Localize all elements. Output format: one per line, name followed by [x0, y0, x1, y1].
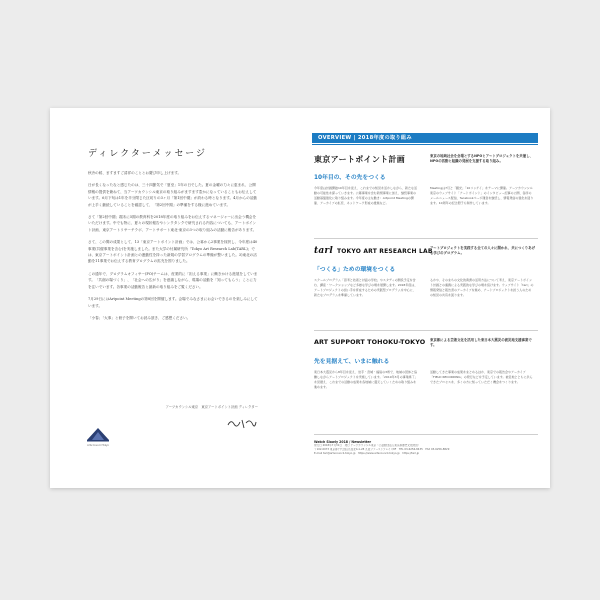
section-intro: 東京都による芸術文化を活用した東日本大震災の被災地支援事業です。 — [430, 338, 532, 348]
section-intro: アートプロジェクトを実践する全ての人々に開かれ、共につくりあげる学びのプログラム。 — [430, 246, 535, 256]
section-text-col1: 今年度は計画開始10年目を迎え、これまでの知見を活かしながら、新たな活動の可能性を探っていきます。公募事業を含む新規事業に加え、継続事業の活動基盤強化に取り組みます。今年度の主な動き：Artpoint Meetingの開催、アーカイブの拡充、ネットワーク形成の推進など。 — [314, 186, 417, 205]
booklet-spread — [50, 108, 550, 488]
paragraph: この通年で、プログラムオフィサー(PO)チームは、産業的に「担える事業」に働きかける進展をしています。「共創の場づくり」、「社会への広がり」を意識しながら、現場の活動を「知ってもらう」ことに力を注いでいます。各事業の活動報告と最新の取り組みをご覧ください。 — [88, 271, 258, 289]
section-intro: 東京の地域社会を会場とするNPOとアートプロジェクトを共催し、NPOの活動と組織の発展を支援する取り組み。 — [430, 154, 533, 164]
colophon-line: E-mail tarl@artscouncil-tokyo.jp https://www.artscouncil-tokyo.jp https://tarl.jp — [314, 452, 420, 456]
section-logo — [314, 246, 433, 256]
section-logo: 東京アートポイント計画 — [314, 155, 406, 164]
section-text-col2: 活動してきた事業の成果をまとめるほか、東京での報告会やアーカイブ「FIELD RECORDING」の発行などを予定しています。被災地とともに歩んできたプロセスを、多くの方に知っていただく機会をつくります。 — [430, 370, 533, 384]
paragraph: 7月29日にはArtpoint Meetingの第8回を開催します。会場でみなさまにお会いできるのを楽しみにしています。 — [88, 297, 258, 308]
section-text-col2: Meetingは7月と「観光」「10リンゲイ」をテーマに開催。アーツカウンシル東京のウェブサイト「アートポイント」のインタビュー記事の公開、各所のメールニュース配信、facebookページ運営を継続し、情報発信の強化を図ります。10周年の記念冊子も制作しています。 — [430, 186, 534, 205]
paragraph: 秋冷の候、ますますご清祥のこととお慶び申し上げます。 — [88, 171, 182, 175]
section-text-col1: スクールプログラム「思考と技術と対話の学校」やスタディの開設予定を含む、講座・ワークショップなど多様な学びの場を展開します。2018年度は、アートプロジェクトの担い手を育成するための実践型プログラムを中心に、新たなプログラムを準備しています。 — [314, 278, 418, 297]
handwritten-signature — [226, 416, 258, 430]
colophon-line: 発行日 2018年7月31日 発行 アーツカウンシル東京（公益財団法人東京都歴史文化財団） — [314, 444, 421, 447]
message-body — [88, 170, 258, 327]
paragraph: 日が長くなったなと感じたのは、三十四節気で「夏至」1年の日でした。夏の金曜の力々に恵まれ、公開情報の提供を兼ねて、当アーツカウンシル東京の取り組みがますます豊かになっていることもお伝えしています。6月下旬は1年を半分閉じた区切りの3ヶ月「第1回中期」が終わる時となります。4月からの活動が上手く継続していることを確認して、「第2回中期」の準備をする様に進めています。 — [88, 183, 257, 207]
section-logo: ART SUPPORT TOHOKU-TOKYO — [314, 338, 426, 346]
colophon-title: Watch Slowly 2018 / Newsletter — [314, 440, 372, 444]
right-page — [300, 108, 550, 488]
paragraph: さて「第2回中期」端末に5期の教育科を2018年度の取り組みをお伝えするマネージャーに出会う機会をいただけます。中でも特に、夏々の現状報告やシンクタンクで研究される内容についても、アートポイント計画、東京アートリサーチラボ、アートサポート東北-東京の3つの取り組みの活動に報告があります。 — [88, 215, 257, 232]
logo-caption: Arts Council Tokyo — [87, 444, 109, 447]
overview-header: OVERVIEW | 2018年度の取り組み — [312, 133, 538, 143]
tarl-mark: tarl — [314, 246, 333, 256]
paragraph: 「小春」「大事」と冊子を開いてお読み頂き、ご感想ください。 — [88, 315, 191, 320]
colophon-line: 〒102-0073 東京都千代田区九段北4-1-28 九段ファーストプレイス8F TEL 03-6256-8435 FAX 03-6256-8829 — [314, 448, 450, 452]
section-text-col2: るかや、そのまちの文化的資源の活用方法について考え、東京アートポイント計画との連携による実践的な学びの場を設けます。ウェブサイト「tarl」の情報発信と報告書のアーカイブを進め、アートプロジェクトを担う人のための知見の共有を図ります。 — [430, 278, 534, 297]
divider — [314, 434, 538, 435]
arts-council-logo-icon — [86, 426, 110, 444]
divider — [314, 238, 538, 239]
left-page — [50, 108, 301, 488]
signature-role: アーツカウンシル東京 東京アートポイント計画 ディレクター — [165, 405, 258, 409]
divider — [314, 330, 538, 331]
section-logo-text: TOKYO ART RESEARCH LAB — [336, 248, 433, 255]
section-catchphrase: 10年目の、その先をつくる — [314, 175, 386, 181]
section-text-col1: 東日本大震災から8年目を迎え、岩手・宮城・福島の3県で、地域の団体と協働しながらアートプロジェクトを実施しています。「2019年3月の事業終了」を見据え、これまでの活動の成果を各地域に還元していくための取り組みを進めます。 — [314, 370, 418, 389]
paragraph: さて、この間の成果として、13「東京アートポイント計画」では、公募から2事業を採択し、今年度は40事業(共催事業を含む)を実施しました。また大学の付属研究所「Tokyo Art Research Lab(TARL)」では、東京アートポイント計画との連動性を持った新規の学習プログラムの準備が整いました。3)東北の活動を11事業でお伝えする教育プログラムの拡充を図りました。 — [88, 240, 258, 264]
page-title: ディレクターメッセージ — [88, 149, 207, 159]
colophon — [314, 440, 538, 457]
divider — [312, 144, 538, 145]
section-catchphrase: 「つくる」ための環境をつくる — [314, 267, 396, 273]
section-catchphrase: 先を見据えて、いまに触れる — [314, 359, 390, 365]
